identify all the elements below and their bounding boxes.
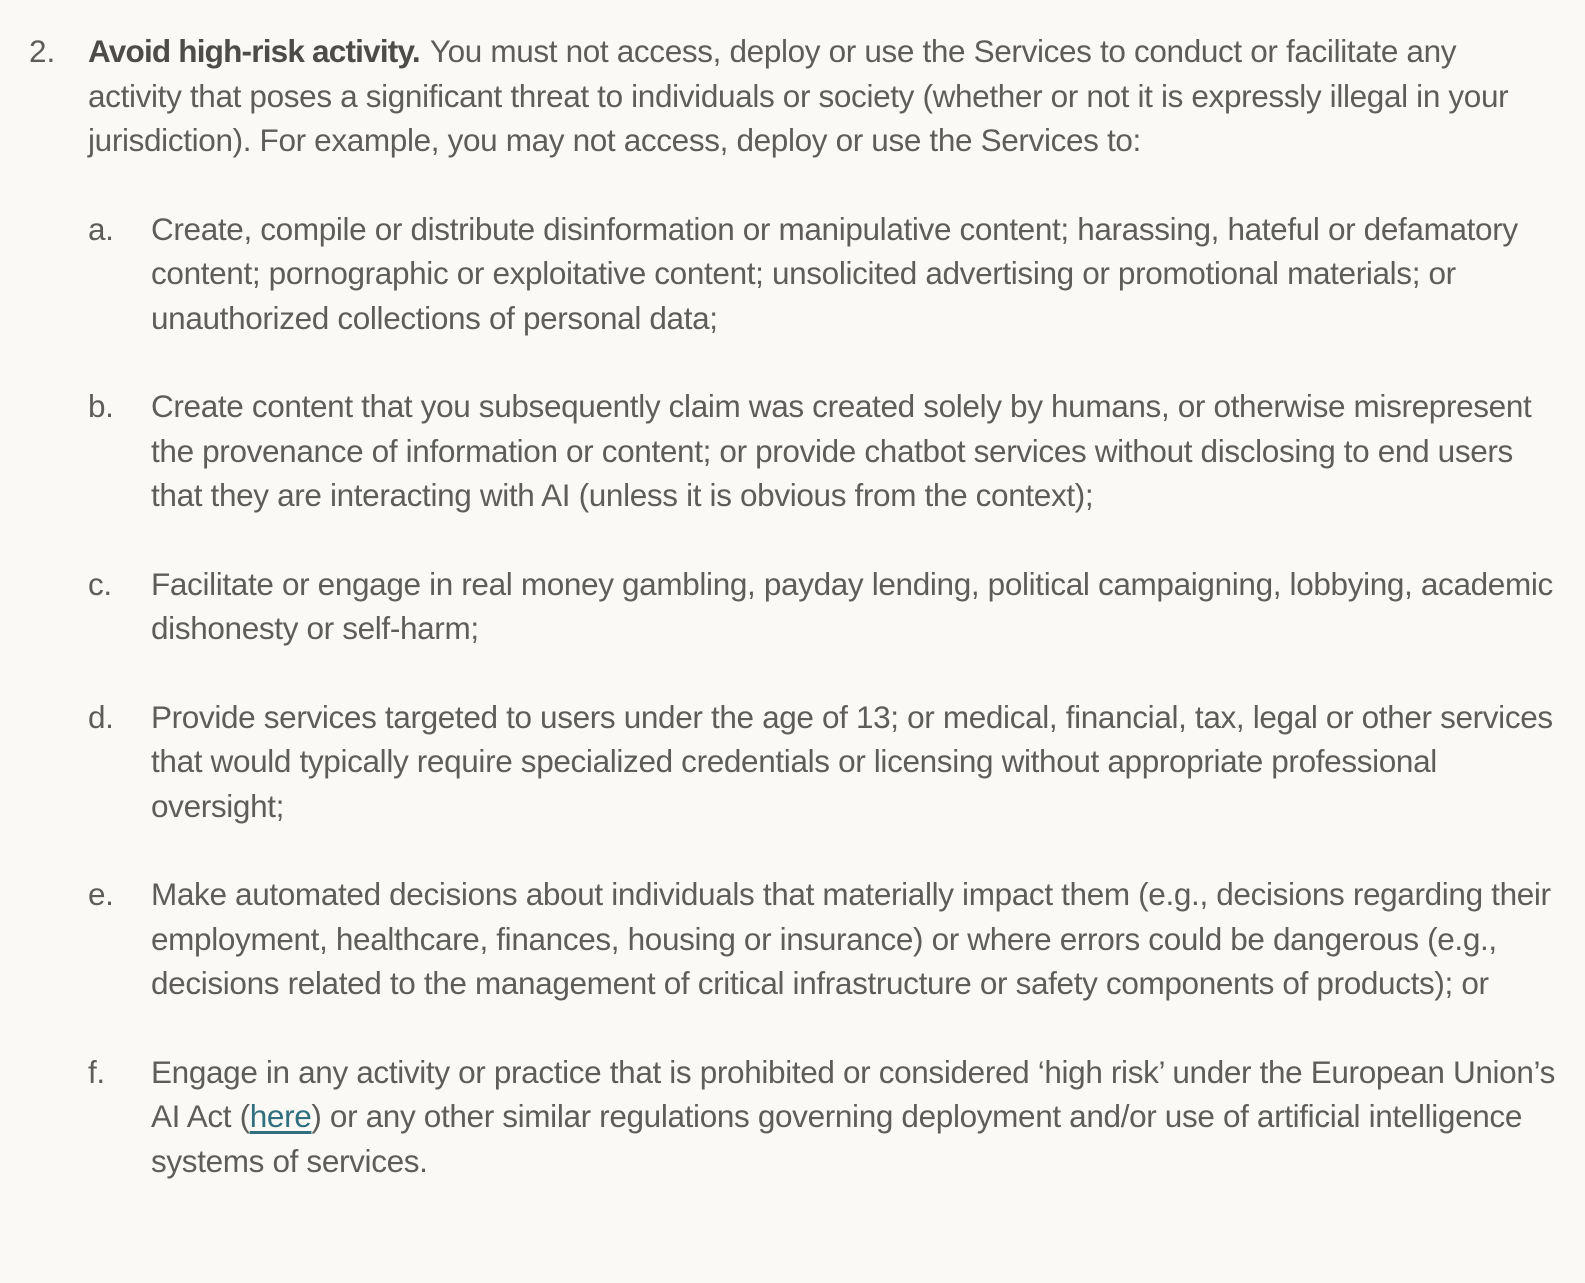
clause-intro: You must not access, deploy or use the Services to conduct or facilitate any activity that poses a significant threat to individuals or society (whether or not it is expressly illegal in your jurisdiction). For example, you may not access, deploy or use the Services to: xyxy=(88,33,1509,158)
list-marker: b. xyxy=(88,388,114,424)
list-item-text: Create, compile or distribute disinformation or manipulative content; harassing, hateful or defamatory content; pornographic or exploitative content; unsolicited advertising or promotional materials; or unauthorized collections of personal data; xyxy=(151,210,1518,336)
list-item-f xyxy=(88,1050,1555,1184)
list-item-text: Create content that you subsequently claim was created solely by humans, or otherwise misrepresent the provenance of information or content; or provide chatbot services without disclosing to end users that they are interacting with AI (unless it is obvious from the context); xyxy=(151,388,1532,513)
list-item-text xyxy=(151,1050,1555,1184)
clause-body xyxy=(88,29,1555,163)
list-marker: a. xyxy=(88,210,114,247)
list-item-text-before: Engage in any activity or practice that is prohibited or considered ‘high risk’ under the European Union’s AI Act ( xyxy=(151,1053,1555,1134)
list-item-b xyxy=(88,384,1555,518)
clause-2 xyxy=(0,0,1585,163)
list-item-e xyxy=(88,872,1555,1006)
sub-item-list xyxy=(0,207,1585,1184)
clause-number: 2. xyxy=(29,33,56,69)
list-item-text: Make automated decisions about individuals that materially impact them (e.g., decisions regarding their employment, healthcare, finances, housing or insurance) or where errors could be dangerous (e.g., decisions related to the management of critical infrastructure or safety components of products); or xyxy=(151,876,1551,1001)
list-marker: d. xyxy=(88,698,114,735)
list-item-text: Provide services targeted to users under the age of 13; or medical, financial, tax, legal or other services that would typically require specialized credentials or licensing without appropriate professional oversight; xyxy=(151,698,1553,824)
list-item-a xyxy=(88,207,1555,341)
list-item-d xyxy=(88,695,1555,829)
list-item-text: Facilitate or engage in real money gambling, payday lending, political campaigning, lobbying, academic dishonesty or self-harm; xyxy=(151,565,1553,646)
list-item-c xyxy=(88,562,1555,651)
list-item-text-after: ) or any other similar regulations governing deployment and/or use of artificial intelligence systems of services. xyxy=(151,1098,1522,1179)
list-marker: c. xyxy=(88,565,112,602)
list-marker: e. xyxy=(88,876,114,912)
clause-heading: Avoid high-risk activity. xyxy=(88,33,420,69)
list-marker: f. xyxy=(88,1053,105,1090)
eu-ai-act-link[interactable]: here xyxy=(249,1098,312,1134)
